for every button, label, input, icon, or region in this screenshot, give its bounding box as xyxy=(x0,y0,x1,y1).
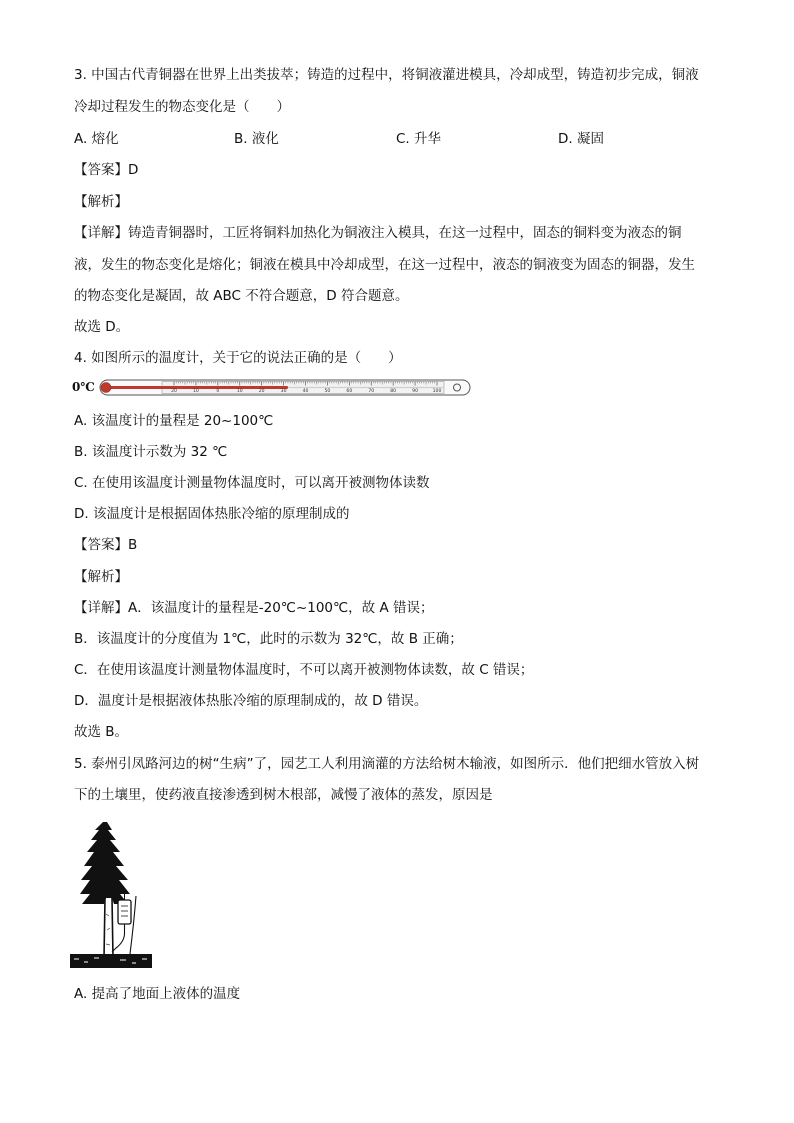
q4-detail-d: D．温度计是根据液体热胀冷缩的原理制成的，故 D 错误。 xyxy=(74,693,428,709)
q3-option-c: C. 升华 xyxy=(396,131,442,147)
thermometer-drawing xyxy=(72,378,472,398)
tree-bark-marks xyxy=(106,914,110,945)
thermometer-tick-label: 20 xyxy=(258,389,265,394)
thermometer-bulb xyxy=(101,383,111,393)
q5-option-a: A. 提高了地面上液体的温度 xyxy=(74,986,241,1002)
drip-tube xyxy=(112,924,125,952)
q3-option-d: D. 凝固 xyxy=(558,131,604,147)
q4-option-d: D. 该温度计是根据固体热胀冷缩的原理制成的 xyxy=(74,506,350,522)
thermometer-tick-label: 90 xyxy=(412,389,419,394)
thermometer-tick-label: 100 xyxy=(432,389,442,394)
thermometer-tick-label: 0 xyxy=(216,389,220,394)
q3-detail-line3: 的物态变化是凝固，故 ABC 不符合题意，D 符合题意。 xyxy=(74,288,409,304)
q5-stem-line2: 下的土壤里，使药液直接渗透到树木根部，减慢了液体的蒸发，原因是 xyxy=(74,787,493,803)
soil-ground xyxy=(70,954,152,968)
q3-detail-line2: 液，发生的物态变化是熔化；铜液在模具中冷却成型，在这一过程中，液态的铜液变为固态的铜器，发生 xyxy=(74,257,695,273)
q4-stem: 4. 如图所示的温度计，关于它的说法正确的是（ ） xyxy=(74,350,402,366)
q4-option-b: B. 该温度计示数为 32 ℃ xyxy=(74,444,228,460)
q4-detail-b: B．该温度计的分度值为 1℃，此时的示数为 32℃，故 B 正确； xyxy=(74,631,463,647)
thermometer-tick-label: 50 xyxy=(324,389,331,394)
q3-option-a: A. 熔化 xyxy=(74,131,119,147)
q4-detail-c: C．在使用该温度计测量物体温度时，不可以离开被测物体读数，故 C 错误； xyxy=(74,662,534,678)
q3-answer: 【答案】D xyxy=(74,162,139,178)
thermometer-tick-label: 10 xyxy=(192,389,199,394)
thermometer-tick-label: 10 xyxy=(236,389,243,394)
q3-options xyxy=(74,129,724,149)
q4-analysis-heading: 【解析】 xyxy=(74,569,128,585)
q3-stem-line1: 3. 中国古代青铜器在世界上出类拔萃；铸造的过程中，将铜液灌进模具，冷却成型，铸造初步完成，铜液 xyxy=(74,67,699,83)
drip-irrigation-tree-figure xyxy=(70,818,152,968)
q3-analysis-heading: 【解析】 xyxy=(74,194,128,210)
thermometer-tick-label: 40 xyxy=(302,389,309,394)
thermometer-tick-label: 70 xyxy=(368,389,375,394)
thermometer-unit-label: 0℃ xyxy=(72,380,95,394)
q4-option-a: A. 该温度计的量程是 20~100℃ xyxy=(74,413,274,429)
thermometer-tick-label: 20 xyxy=(171,389,177,394)
q4-answer: 【答案】B xyxy=(74,537,138,553)
q3-option-b: B. 液化 xyxy=(234,131,279,147)
q3-stem-line2: 冷却过程发生的物态变化是（ ） xyxy=(74,99,290,115)
tree-trunk-right-edge xyxy=(112,898,113,958)
q5-stem-line1: 5. 泰州引凤路河边的树“生病”了，园艺工人利用滴灌的方法给树木输液，如图所示．他们把细水管放入树 xyxy=(74,756,700,772)
thermometer-tick-label: 80 xyxy=(390,389,397,394)
thermometer-tick-label: 60 xyxy=(346,389,353,394)
thermometer-tick-label: 30 xyxy=(280,389,287,394)
q4-conclusion: 故选 B。 xyxy=(74,724,129,740)
q3-conclusion: 故选 D。 xyxy=(74,319,130,335)
thermometer-figure xyxy=(72,378,472,398)
q4-detail-a: 【详解】A．该温度计的量程是-20℃~100℃，故 A 错误； xyxy=(74,600,434,616)
tree-trunk-left-edge xyxy=(104,898,105,958)
q4-option-c: C. 在使用该温度计测量物体温度时，可以离开被测物体读数 xyxy=(74,475,430,491)
tree-crown xyxy=(80,822,130,904)
iv-bag xyxy=(118,900,131,924)
q3-detail-line1: 【详解】铸造青铜器时，工匠将铜料加热化为铜液注入模具，在这一过程中，固态的铜料变为液态的铜 xyxy=(74,225,682,241)
